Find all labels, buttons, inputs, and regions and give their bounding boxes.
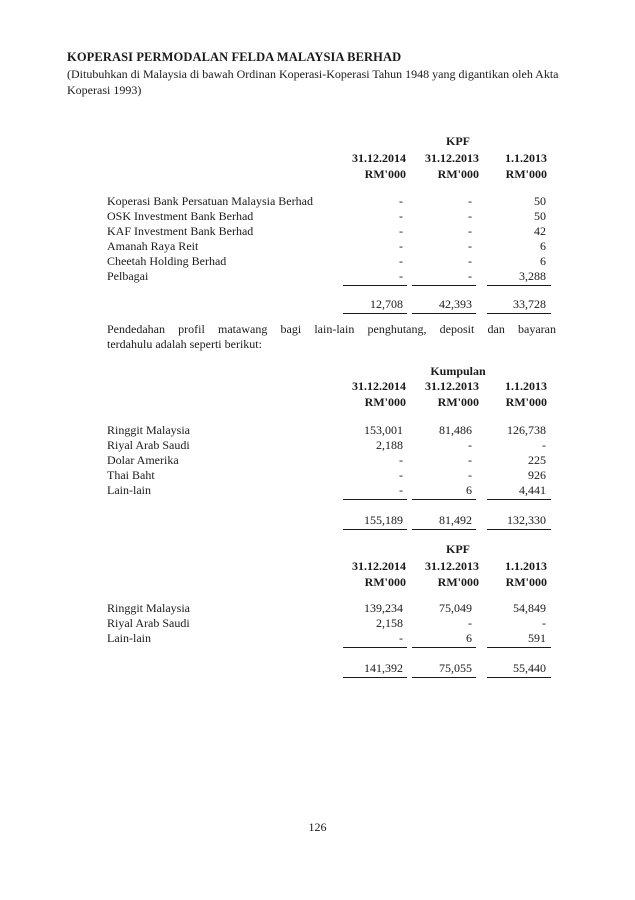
table-row [0, 423, 635, 438]
subtotal-rule [412, 499, 476, 500]
column-unit: RM'000 [364, 395, 406, 409]
row-label: Riyal Arab Saudi [107, 438, 190, 452]
document-subtitle: (Ditubuhkan di Malaysia di bawah Ordinan Koperasi-Koperasi Tahun 1948 yang digantikan oleh Akta Koperasi 1993) [67, 67, 559, 97]
subtotal-rule [412, 647, 476, 648]
cell-value: 139,234 [364, 601, 403, 615]
column-date: 31.12.2014 [352, 379, 406, 393]
column-unit: RM'000 [505, 395, 547, 409]
total-rule [412, 677, 476, 678]
row-label: Amanah Raya Reit [107, 239, 199, 253]
paragraph-line: terdahulu adalah seperti berikut: [107, 337, 262, 351]
column-unit: RM'000 [437, 167, 479, 181]
table-row [0, 209, 635, 224]
subtotal-rule [487, 647, 551, 648]
total-value: 155,189 [364, 513, 403, 527]
column-header [467, 558, 547, 590]
cell-value: 81,486 [439, 423, 472, 437]
total-rule [343, 529, 407, 530]
cell-value: - [399, 194, 403, 208]
row-label: Thai Baht [107, 468, 155, 482]
cell-value: - [468, 194, 472, 208]
cell-value: 6 [540, 239, 546, 253]
table-row [0, 601, 635, 616]
cell-value: - [399, 224, 403, 238]
column-header [389, 150, 479, 182]
row-label: Riyal Arab Saudi [107, 616, 190, 630]
column-date: 1.1.2013 [505, 379, 547, 393]
total-rule [412, 313, 476, 314]
row-label: Ringgit Malaysia [107, 601, 190, 615]
subtotal-rule [343, 285, 407, 286]
column-date: 1.1.2013 [505, 559, 547, 573]
total-value: 132,330 [507, 513, 546, 527]
row-label: Pelbagai [107, 269, 149, 283]
column-date: 31.12.2014 [352, 151, 406, 165]
cell-value: - [468, 453, 472, 467]
column-header [389, 378, 479, 410]
table-row [0, 483, 635, 498]
total-value: 141,392 [364, 661, 403, 675]
cell-value: 126,738 [507, 423, 546, 437]
subtotal-rule [487, 285, 551, 286]
total-value: 55,440 [513, 661, 546, 675]
total-value: 12,708 [370, 297, 403, 311]
table-row [0, 254, 635, 269]
cell-value: 75,049 [439, 601, 472, 615]
cell-value: - [542, 616, 546, 630]
cell-value: - [468, 239, 472, 253]
total-rule [487, 677, 551, 678]
table-group-heading: KPF [446, 134, 470, 148]
column-unit: RM'000 [505, 575, 547, 589]
cell-value: 54,849 [513, 601, 546, 615]
column-date: 31.12.2014 [352, 559, 406, 573]
column-header [467, 378, 547, 410]
table-row [0, 468, 635, 483]
row-label: Ringgit Malaysia [107, 423, 190, 437]
cell-value: 50 [534, 209, 546, 223]
column-unit: RM'000 [505, 167, 547, 181]
cell-value: - [542, 438, 546, 452]
subtotal-rule [487, 499, 551, 500]
cell-value: 2,188 [376, 438, 403, 452]
subtotal-rule [412, 285, 476, 286]
cell-value: 225 [528, 453, 546, 467]
cell-value: - [399, 453, 403, 467]
row-label: KAF Investment Bank Berhad [107, 224, 254, 238]
total-value: 81,492 [439, 513, 472, 527]
cell-value: - [468, 254, 472, 268]
table-group-heading: Kumpulan [430, 364, 486, 378]
column-date: 31.12.2013 [425, 151, 479, 165]
total-rule [487, 529, 551, 530]
total-rule [343, 677, 407, 678]
cell-value: - [399, 631, 403, 645]
cell-value: 42 [534, 224, 546, 238]
cell-value: 6 [540, 254, 546, 268]
table-row [0, 194, 635, 209]
column-unit: RM'000 [437, 395, 479, 409]
table-row [0, 438, 635, 453]
total-rule [343, 313, 407, 314]
cell-value: 153,001 [364, 423, 403, 437]
table-row [0, 239, 635, 254]
paragraph-line: Pendedahan profil matawang bagi lain-lain penghutang, deposit dan bayaran [107, 322, 556, 336]
cell-value: - [399, 239, 403, 253]
total-value: 33,728 [513, 297, 546, 311]
row-label: Lain-lain [107, 483, 151, 497]
table-total-row [0, 513, 635, 528]
column-unit: RM'000 [437, 575, 479, 589]
cell-value: - [468, 269, 472, 283]
cell-value: 6 [466, 483, 472, 497]
total-rule [487, 313, 551, 314]
row-label: Dolar Amerika [107, 453, 179, 467]
page-number: 126 [308, 820, 327, 834]
cell-value: - [468, 224, 472, 238]
cell-value: 50 [534, 194, 546, 208]
table-total-row [0, 661, 635, 676]
column-date: 1.1.2013 [505, 151, 547, 165]
currency-profile-paragraph [107, 322, 556, 352]
cell-value: 591 [528, 631, 546, 645]
cell-value: - [399, 209, 403, 223]
column-unit: RM'000 [364, 167, 406, 181]
table-total-row [0, 297, 635, 312]
table-row [0, 631, 635, 646]
cell-value: 6 [466, 631, 472, 645]
cell-value: - [468, 209, 472, 223]
cell-value: - [468, 616, 472, 630]
column-unit: RM'000 [364, 575, 406, 589]
total-value: 42,393 [439, 297, 472, 311]
cell-value: - [399, 269, 403, 283]
cell-value: - [468, 468, 472, 482]
column-header [467, 150, 547, 182]
cell-value: 2,158 [376, 616, 403, 630]
total-rule [412, 529, 476, 530]
cell-value: 3,288 [519, 269, 546, 283]
table-row [0, 269, 635, 284]
row-label: OSK Investment Bank Berhad [107, 209, 254, 223]
column-date: 31.12.2013 [425, 559, 479, 573]
table-row [0, 616, 635, 631]
cell-value: - [399, 468, 403, 482]
document-title: KOPERASI PERMODALAN FELDA MALAYSIA BERHAD [67, 50, 402, 64]
cell-value: - [468, 438, 472, 452]
row-label: Lain-lain [107, 631, 151, 645]
cell-value: 4,441 [519, 483, 546, 497]
table-group-heading: KPF [446, 542, 470, 556]
row-label: Cheetah Holding Berhad [107, 254, 227, 268]
column-date: 31.12.2013 [425, 379, 479, 393]
row-label: Koperasi Bank Persatuan Malaysia Berhad [107, 194, 313, 208]
cell-value: - [399, 254, 403, 268]
cell-value: 926 [528, 468, 546, 482]
subtotal-rule [343, 499, 407, 500]
subtotal-rule [343, 647, 407, 648]
table-row [0, 453, 635, 468]
cell-value: - [399, 483, 403, 497]
total-value: 75,055 [439, 661, 472, 675]
table-row [0, 224, 635, 239]
column-header [389, 558, 479, 590]
